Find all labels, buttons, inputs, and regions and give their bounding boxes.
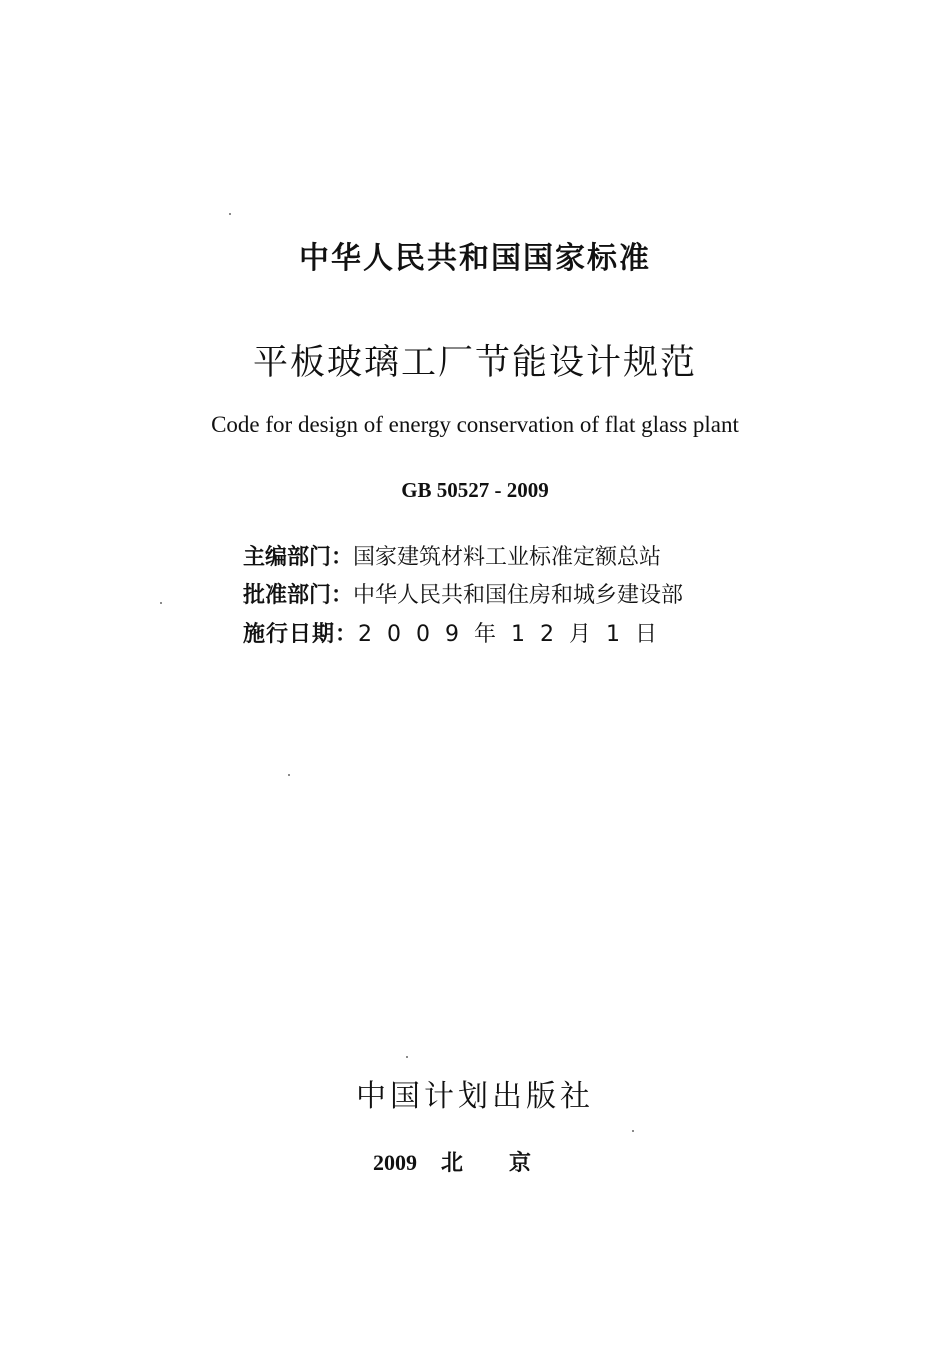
editing-department-value: 国家建筑材料工业标准定额总站 [353, 545, 662, 570]
scan-speck [229, 213, 231, 215]
publication-year: 2009 [372, 1150, 417, 1175]
effective-date-row [243, 617, 672, 648]
editing-department-row [243, 540, 661, 571]
effective-date-value: 2009年12月1日 [358, 622, 672, 647]
document-title-chinese: 平板玻璃工厂节能设计规范 [252, 343, 697, 383]
scan-speck [632, 1130, 634, 1132]
approval-department-row [243, 578, 683, 609]
publication-city: 北京 [440, 1150, 577, 1175]
editing-department-label: 主编部门： [243, 545, 354, 570]
scan-speck [406, 1056, 408, 1058]
scan-speck [288, 774, 290, 776]
approval-department-value: 中华人民共和国住房和城乡建设部 [353, 583, 684, 608]
national-standard-heading: 中华人民共和国国家标准 [299, 241, 651, 276]
document-title-english: Code for design of energy conservation of flat glass plant [211, 412, 739, 437]
standard-code: GB 50527 - 2009 [401, 478, 549, 502]
approval-department-label: 批准部门： [243, 583, 354, 608]
publication-place-year [0, 1146, 950, 1177]
publisher-name: 中国计划出版社 [356, 1079, 594, 1114]
scan-speck [160, 602, 162, 604]
effective-date-label: 施行日期： [243, 622, 359, 647]
